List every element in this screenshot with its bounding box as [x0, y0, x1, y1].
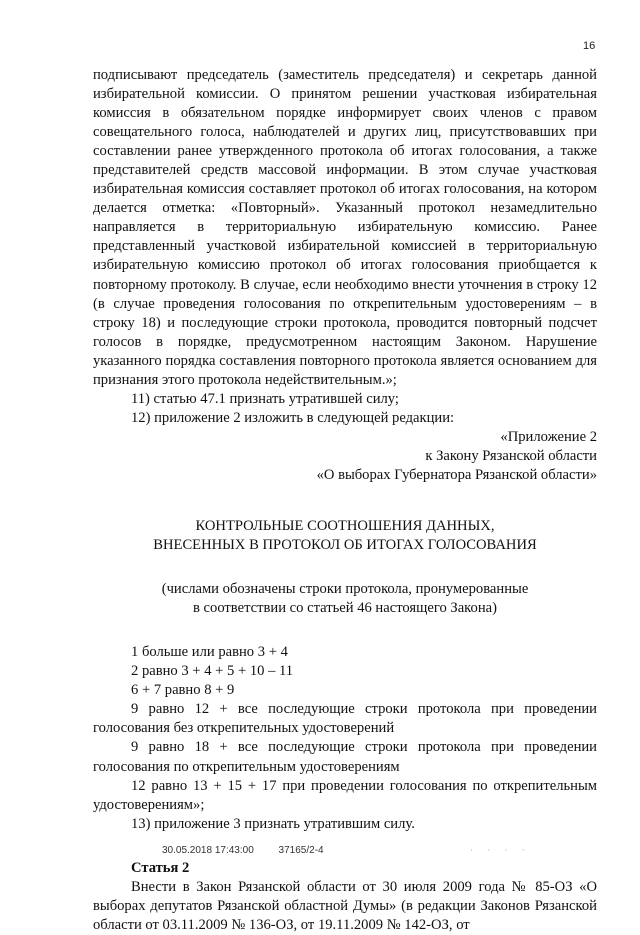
article-title: Статья 2	[131, 859, 190, 876]
footer	[162, 845, 346, 856]
page-number: 16	[583, 40, 596, 52]
relation-3: 6 + 7 равно 8 + 9	[131, 682, 235, 699]
footer-timestamp: 30.05.2018 17:43:00	[162, 845, 254, 856]
relation-5: 9 равно 18 + все последующие строки протокола при проведении голосования по открепительным удостоверениям	[93, 739, 597, 775]
list-item-11: 11) статью 47.1 признать утратившей силу;	[131, 390, 399, 407]
appendix-law-title: «О выборах Губернатора Рязанской области»	[316, 466, 597, 483]
list-item-13: 13) приложение 3 признать утратившим силу.	[131, 815, 415, 832]
document-body	[93, 66, 597, 935]
relation-6: 12 равно 13 + 15 + 17 при проведении голосования по открепительным удостоверениям»;	[93, 777, 597, 813]
appendix-law-ref: к Закону Рязанской области	[425, 447, 597, 464]
relation-4: 9 равно 12 + все последующие строки протокола при проведении голосования без открепительных удостоверений	[93, 701, 597, 737]
section-heading-line1: КОНТРОЛЬНЫЕ СООТНОШЕНИЯ ДАННЫХ,	[195, 518, 495, 535]
list-item-12: 12) приложение 2 изложить в следующей редакции:	[131, 409, 455, 426]
subheading-line2: в соответствии со статьей 46 настоящего Закона)	[193, 600, 497, 617]
appendix-label: «Приложение 2	[500, 428, 597, 445]
footer-doc-id: 37165/2-4	[278, 845, 324, 856]
article-text: Внести в Закон Рязанской области от 30 июля 2009 года № 85-ОЗ «О выборах депутатов Рязанской областной Думы» (в редакции Законов Рязанской области от 03.11.2009 № 136-ОЗ, от 19.11.2009 № 142-ОЗ, от	[93, 878, 597, 933]
subheading-line1: (числами обозначены строки протокола, пронумерованные	[161, 581, 529, 598]
section-heading-line2: ВНЕСЕННЫХ В ПРОТОКОЛ ОБ ИТОГАХ ГОЛОСОВАНИЯ	[153, 537, 537, 554]
relation-2: 2 равно 3 + 4 + 5 + 10 – 11	[131, 663, 294, 680]
scan-artifact-dots: · · · ·	[470, 845, 531, 855]
relation-1: 1 больше или равно 3 + 4	[131, 644, 288, 661]
paragraph-protocol-procedure: подписывают председатель (заместитель председателя) и секретарь данной избирательной комиссии. О принятом решении участковая избирательная комиссия в обязательном порядке информирует своих членов с правом совещательного голоса, наблюдателей и других лиц, присутствовавших при составлении ранее утвержденного протокола об итогах голосования, а также представителей средств массовой информации. В этом случае участковая избирательная комиссия составляет протокол об итогах голосования, на котором делается отметка: «Повторный». Указанный протокол незамедлительно направляется в территориальную избирательную комиссию. Ранее представленный участковой избирательной комиссией в территориальную избирательную комиссию протокол об итогах голосования приобщается к повторному протоколу. В случае, если необходимо внести уточнения в строку 12 (в случае проведения голосования по открепительным удостоверениям – в строку 18) и последующие строки протокола, проводится повторный подсчет голосов в порядке, предусмотренном настоящим Законом. Нарушение указанного порядка составления повторного протокола является основанием для признания этого протокола недействительным.»;	[93, 67, 597, 388]
